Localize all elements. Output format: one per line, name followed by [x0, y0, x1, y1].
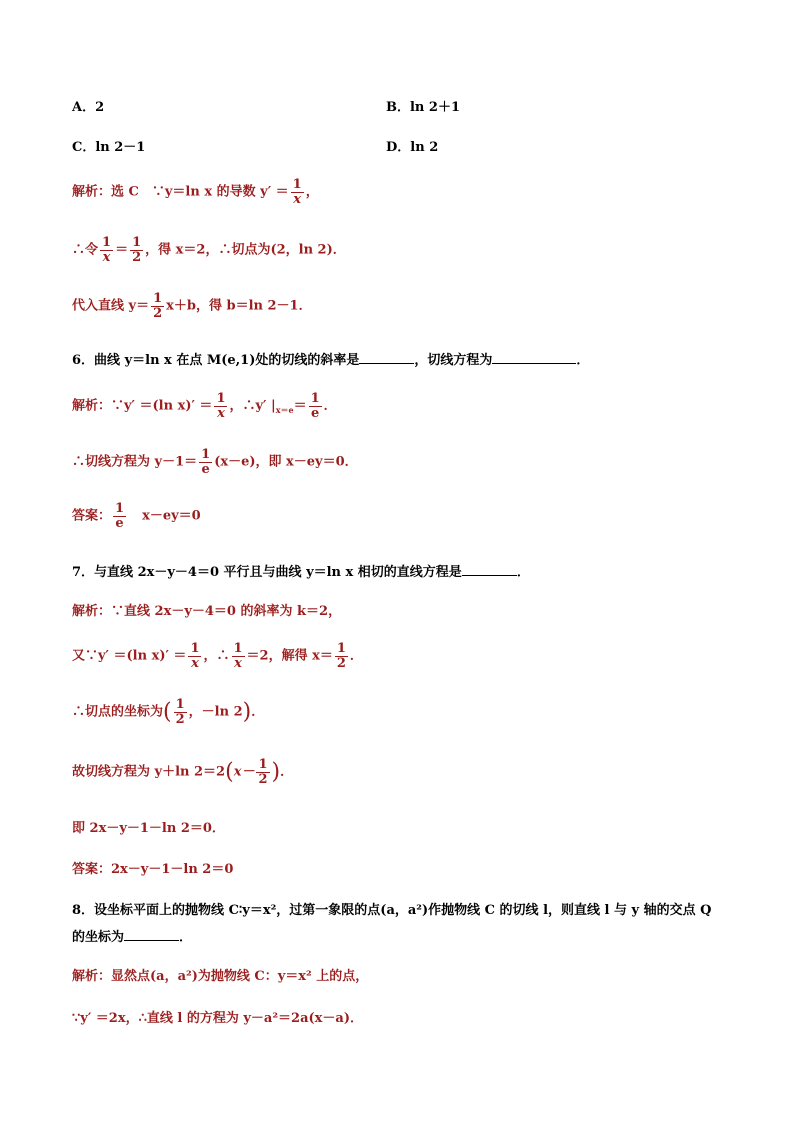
- q8-solution-line-1: 解析：显然点(a，a²)为抛物线 C：y＝x² 上的点，: [72, 969, 369, 984]
- q7-question: 7．与直线 2x－y－4＝0 平行且与曲线 y＝ln x 相切的直线方程是 ．: [72, 565, 530, 580]
- option-b: B．ln 2＋1: [386, 100, 460, 115]
- fraction: $\frac{1}{2}$: [132, 235, 142, 265]
- fraction: $\frac{1}{x}$: [216, 391, 226, 421]
- q5-solution-line-1: 解析：选 C ∵y＝ln x 的导数 y′ ＝ $\frac{1}{x}$ ，: [72, 177, 319, 207]
- answer-blank: [124, 939, 179, 941]
- fraction: $\frac{1}{x}$: [233, 641, 243, 671]
- q7-answer: 答案：2x－y－1－ln 2＝0: [72, 862, 234, 877]
- q6-solution-line-2: ∴切线方程为 y－1＝ $\frac{1}{e}$ (x－e)，即 x－ey＝0．: [72, 447, 358, 477]
- fraction: $\frac{1}{x}$: [292, 177, 302, 207]
- option-d: D．ln 2: [386, 140, 439, 155]
- fraction: $\frac{1}{x}$: [190, 641, 200, 671]
- answer-blank: [462, 574, 517, 576]
- q8-solution-line-2: ∵y′ ＝2x，∴直线 l 的方程为 y－a²＝2a(x－a)．: [72, 1011, 363, 1026]
- fraction: $\frac{1}{2}$: [336, 641, 346, 671]
- right-paren: ): [271, 759, 281, 785]
- answer-blank: [492, 362, 576, 364]
- q7-solution-line-3: ∴切点的坐标为( $\frac{1}{2}$ ，－ln 2)．: [72, 697, 265, 727]
- q7-solution-line-1: 解析：∵直线 2x－y－4＝0 的斜率为 k＝2，: [72, 604, 342, 619]
- fraction: $\frac{1}{e}$: [115, 501, 125, 531]
- q6-question: 6．曲线 y＝ln x 在点 M(e,1)处的切线的斜率是 ，切线方程为 ．: [72, 353, 590, 368]
- q7-solution-line-5: 即 2x－y－1－ln 2＝0．: [72, 821, 225, 836]
- fraction: $\frac{1}{e}$: [310, 391, 320, 421]
- left-paren: (: [163, 699, 172, 725]
- fraction: $\frac{1}{2}$: [153, 291, 163, 321]
- q6-answer: 答案： $\frac{1}{e}$ x－ey＝0: [72, 501, 201, 531]
- q5-sol1-mid: y＝ln x 的导数 y′ ＝: [164, 184, 289, 200]
- q5-solution-line-2: ∴令 $\frac{1}{x}$ ＝ $\frac{1}{2}$ ，得 x＝2，∴切点为(2，ln 2)．: [72, 235, 346, 265]
- answer-blank: [359, 362, 414, 364]
- q5-solution-line-3: 代入直线 y＝ $\frac{1}{2}$ x＋b，得 b＝ln 2－1．: [72, 291, 312, 321]
- fraction: $\frac{1}{x}$: [102, 235, 112, 265]
- fraction: $\frac{1}{2}$: [175, 697, 185, 727]
- fraction: $\frac{1}{e}$: [201, 447, 211, 477]
- right-paren: ): [242, 699, 252, 725]
- left-paren: (: [225, 759, 234, 785]
- q5-sol1-pre: 解析：选 C ∵: [72, 184, 165, 200]
- q8-question-line-1: 8．设坐标平面上的抛物线 C∶y＝x²，过第一象限的点(a，a²)作抛物线 C 的切线 l，则直线 l 与 y 轴的交点 Q: [72, 903, 712, 918]
- q7-solution-line-2: 又∵y′ ＝(ln x)′ ＝ $\frac{1}{x}$ ，∴ $\frac{1}{x}$ ＝2，解得 x＝ $\frac{1}{2}$ ．: [72, 641, 363, 671]
- q8-question-line-2: 的坐标为 ．: [72, 930, 193, 945]
- q7-solution-line-4: 故切线方程为 y＋ln 2＝2(x－ $\frac{1}{2}$ )．: [72, 757, 294, 787]
- option-c: C．ln 2－1: [72, 140, 146, 155]
- q6-solution-line-1: 解析：∵y′ ＝(ln x)′ ＝ $\frac{1}{x}$ ，∴y′ $|_{x=e}=$ $\frac{1}{e}$ ．: [72, 391, 337, 421]
- fraction: $\frac{1}{2}$: [258, 757, 268, 787]
- option-a: A．2: [72, 100, 105, 115]
